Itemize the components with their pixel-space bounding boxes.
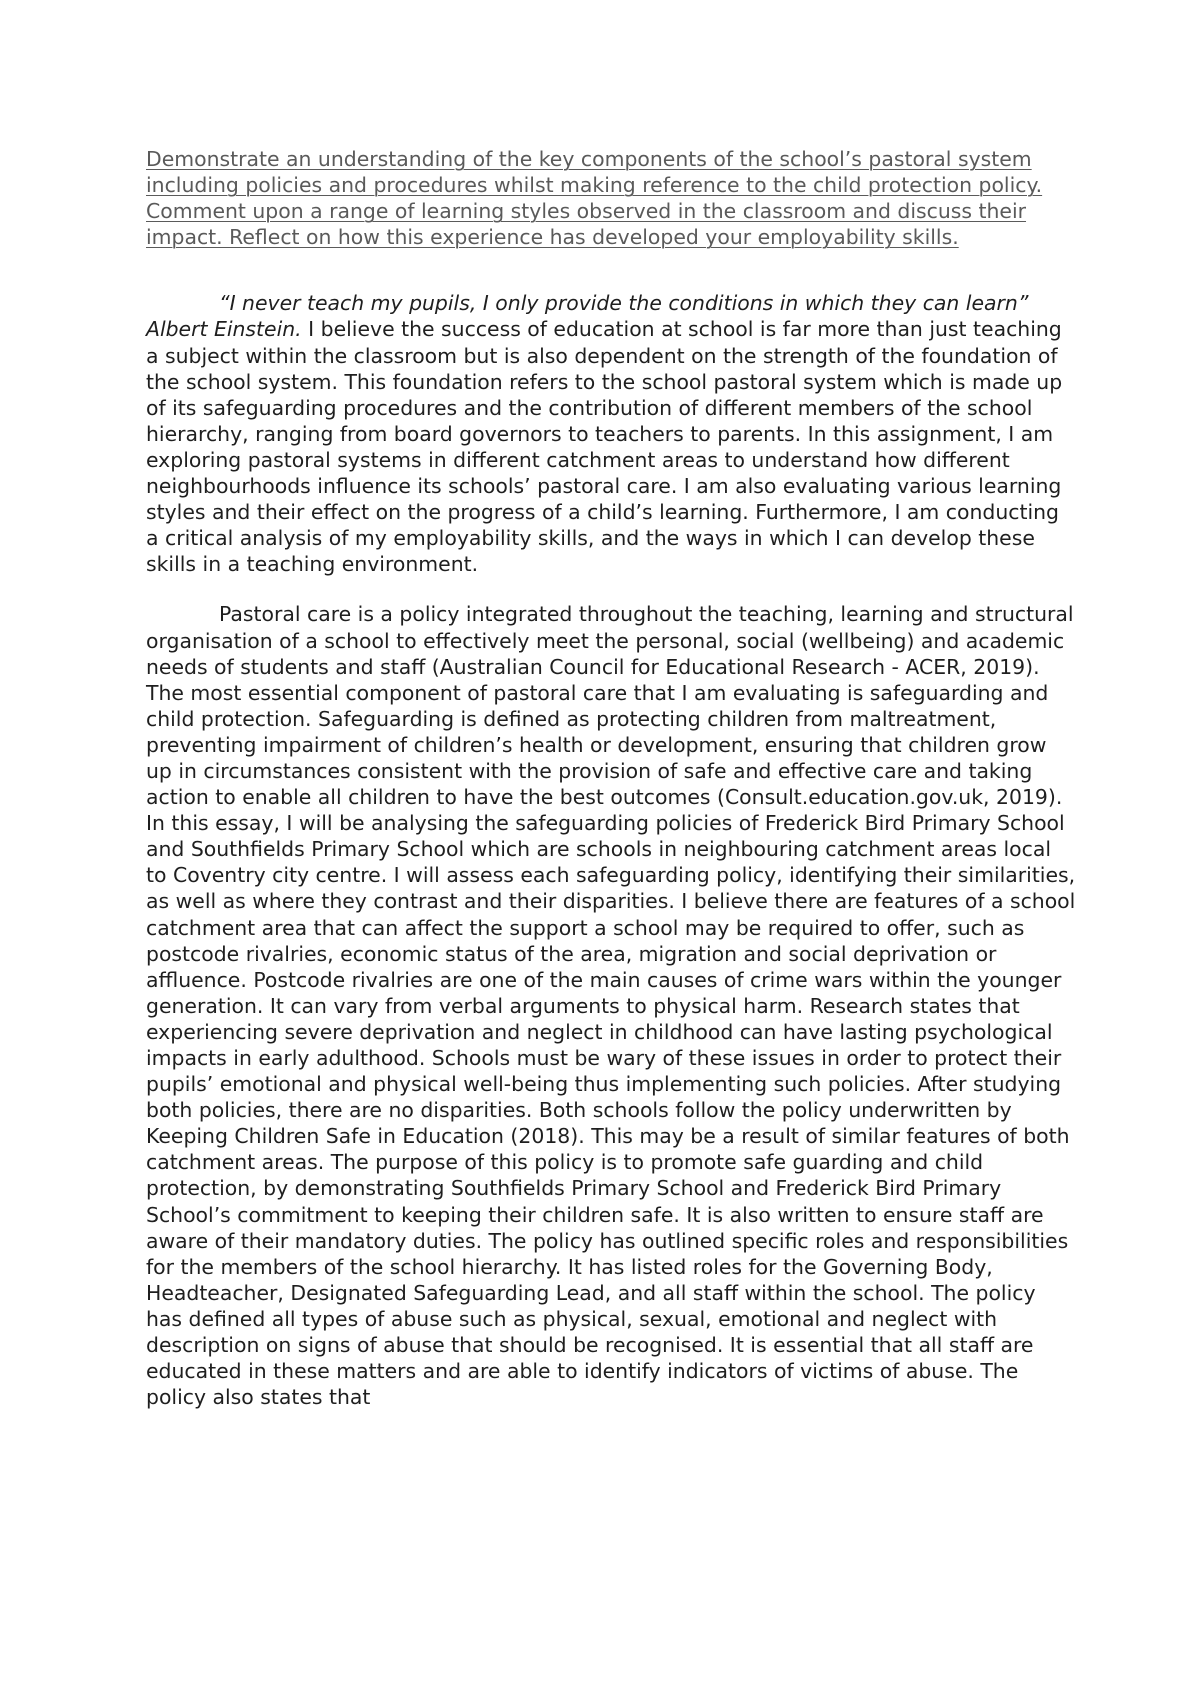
document-page <box>146 146 1076 1410</box>
einstein-quote: “I never teach my pupils, I only provide the conditions in which they can learn” Albert Einstein. <box>146 291 1029 342</box>
pastoral-care-paragraph: Pastoral care is a policy integrated throughout the teaching, learning and structural organisation of a school to effectively meet the personal, social (wellbeing) and academic needs of students and staff (Australian Council for Educational Research - ACER, 2019). The most essential component of pastoral care that I am evaluating is safeguarding and child protection. Safeguarding is defined as protecting children from maltreatment, preventing impairment of children’s health or development, ensuring that children grow up in circumstances consistent with the provision of safe and effective care and taking action to enable all children to have the best outcomes (Consult.education.gov.uk, 2019). In this essay, I will be analysing the safeguarding policies of Frederick Bird Primary School and Southfields Primary School which are schools in neighbouring catchment areas local to Coventry city centre. I will assess each safeguarding policy, identifying their similarities, as well as where they contrast and their disparities. I believe there are features of a school catchment area that can affect the support a school may be required to offer, such as postcode rivalries, economic status of the area, migration and social deprivation or affluence. Postcode rivalries are one of the main causes of crime wars within the younger generation. It can vary from verbal arguments to physical harm. Research states that experiencing severe deprivation and neglect in childhood can have lasting psychological impacts in early adulthood. Schools must be wary of these issues in order to protect their pupils’ emotional and physical well-being thus implementing such policies. After studying both policies, there are no disparities. Both schools follow the policy underwritten by Keeping Children Safe in Education (2018). This may be a result of similar features of both catchment areas. The purpose of this policy is to promote safe guarding and child protection, by demonstrating Southfields Primary School and Frederick Bird Primary School’s commitment to keeping their children safe. It is also written to ensure staff are aware of their mandatory duties. The policy has outlined specific roles and responsibilities for the members of the school hierarchy. It has listed roles for the Governing Body, Headteacher, Designated Safeguarding Lead, and all staff within the school. The policy has defined all types of abuse such as physical, sexual, emotional and neglect with description on signs of abuse that should be recognised. It is essential that all staff are educated in these matters and are able to identify indicators of victims of abuse. The policy also states that <box>146 602 1076 1410</box>
intro-body-text: I believe the success of education at school is far more than just teaching a subject within the classroom but is also dependent on the strength of the foundation of the school system. This foundation refers to the school pastoral system which is made up of its safeguarding procedures and the contribution of different members of the school hierarchy, ranging from board governors to teachers to parents. In this assignment, I am exploring pastoral systems in different catchment areas to understand how different neighbourhoods influence its schools’ pastoral care. I am also evaluating various learning styles and their effect on the progress of a child’s learning. Furthermore, I am conducting a critical analysis of my employability skills, and the ways in which I can develop these skills in a teaching environment. <box>146 317 1063 577</box>
assignment-question: Demonstrate an understanding of the key components of the school’s pastoral system including policies and procedures whilst making reference to the child protection policy. Comment upon a range of learning styles observed in the classroom and discuss their impact. Reflect on how this experience has developed your employability skills. <box>146 147 1043 250</box>
intro-paragraph <box>146 290 1076 577</box>
